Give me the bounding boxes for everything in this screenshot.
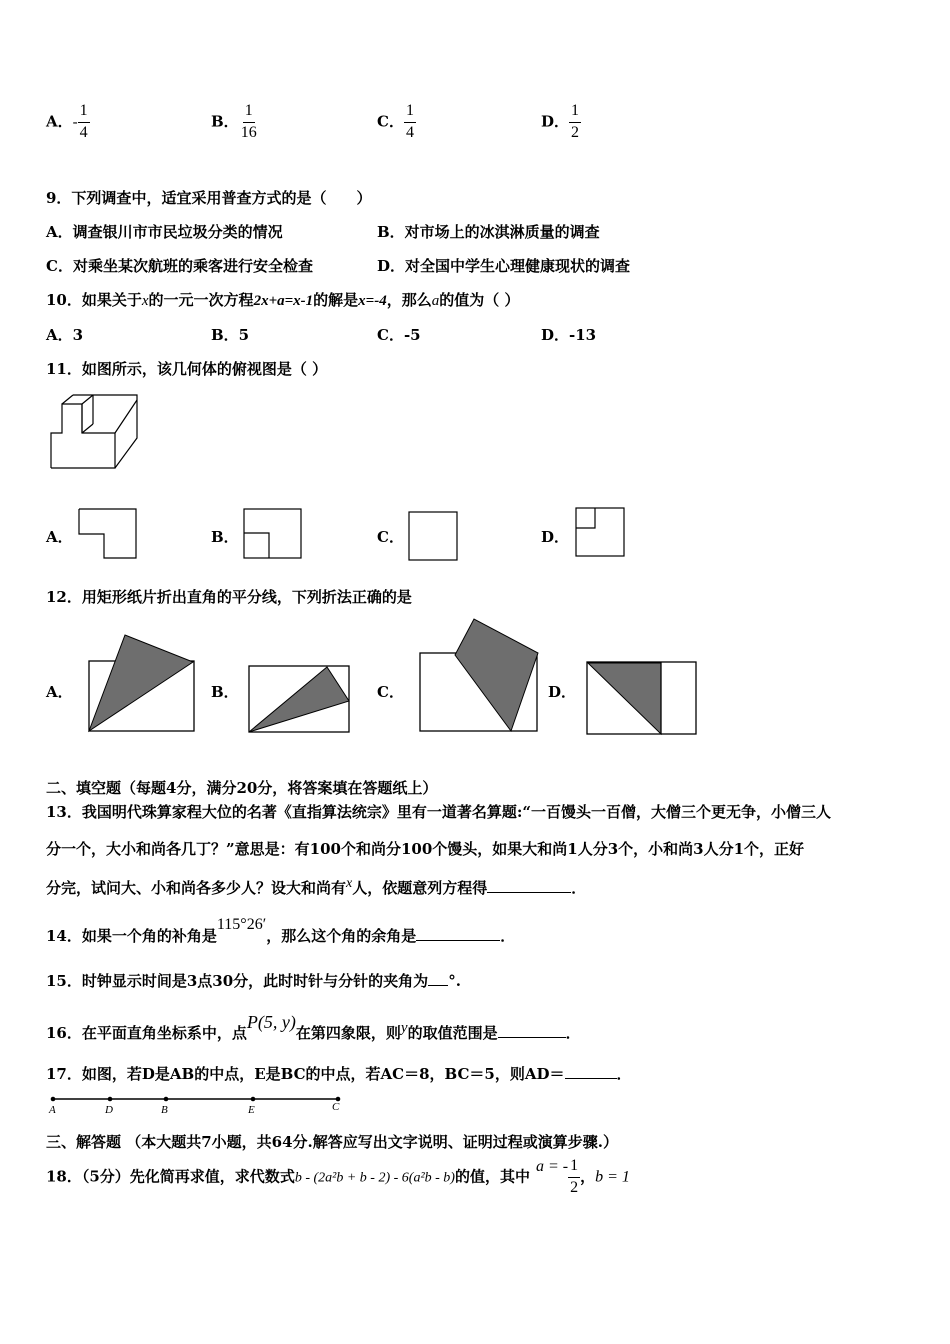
q17-number-line: [48, 1095, 348, 1117]
q8-option-a: A．- $\frac{1}{4}$: [46, 102, 88, 141]
section-3-title: 三、解答题 （本大题共7小题，共64分.解答应写出文字说明、证明过程或演算步骤.）: [46, 1133, 618, 1151]
q9-option-d: D．对全国中学生心理健康现状的调查: [377, 257, 631, 275]
q13-line-1: 13．我国明代珠算家程大位的名著《直指算法统宗》里有一道著名算题:“一百馒头一百僧，大僧三个更无争，小僧三人: [46, 803, 832, 821]
point-d-label: D: [105, 1104, 113, 1116]
q12-option-c-figure: [419, 618, 541, 734]
q15-answer-blank[interactable]: [428, 971, 448, 986]
q16-stem: 16．在平面直角坐标系中，点$^{P(5, y)}$在第四象限，则$^y$的取值范围是 ．: [46, 1012, 581, 1042]
q9-option-c: C．对乘坐某次航班的乘客进行安全检查: [46, 257, 313, 275]
q11-option-b-figure: [243, 508, 303, 560]
q17-stem: 17．如图，若D是AB的中点，E是BC的中点，若AC＝8，BC＝5，则AD＝ ．: [46, 1065, 632, 1083]
q16-answer-blank[interactable]: [498, 1023, 566, 1038]
q8-fraction-a: $\frac{1}{4}$: [79, 102, 88, 141]
q11-stem: 11．如图所示，该几何体的俯视图是（ ）: [46, 360, 328, 378]
point-e-dot: [251, 1097, 256, 1102]
q13-line-3: 分完，试问大、小和尚各多少人？设大和尚有$^x$人，依题意列方程得 ．: [46, 876, 587, 897]
section-2-title: 二、填空题（每题4分，满分20分，将答案填在答题纸上）: [46, 779, 438, 797]
q8-option-c: C． $\frac{1}{4}$: [377, 102, 414, 141]
q18-stem: 18．（5分）先化简再求值，求代数式b - (2a²b + b - 2) - 6(a²b - b)的值，其中a = - $\frac{1}{2}$ ，b = 1: [46, 1157, 630, 1196]
point-b-label: B: [161, 1104, 168, 1116]
q8-fraction-c: $\frac{1}{4}$: [405, 102, 414, 141]
q10-stem: 10．如果关于x的一元一次方程2x+a=x-1的解是x=-4，那么a的值为（ ）: [46, 291, 520, 309]
q12-letter-d: D．: [548, 683, 577, 701]
q11-solid-figure: [45, 390, 145, 472]
q8-option-d: D． $\frac{1}{2}$: [541, 102, 580, 141]
q12-option-d-figure: [586, 661, 700, 737]
q14-stem: 14．如果一个角的补角是$^{115^\circ 26'}$，那么这个角的余角是 ．: [46, 916, 516, 945]
q11-option-a-figure: [78, 508, 138, 560]
q18-expression: b - (2a²b + b - 2) - 6(a²b - b): [294, 1170, 455, 1186]
q8-fraction-b: $\frac{1}{16}$: [240, 102, 257, 141]
q11-option-c-figure: [408, 511, 460, 563]
q17-answer-blank[interactable]: [565, 1064, 617, 1079]
q18-a-fraction: $\frac{1}{2}$: [570, 1157, 579, 1196]
q14-answer-blank[interactable]: [416, 926, 500, 941]
point-d-dot: [108, 1097, 113, 1102]
q9-option-b: B．对市场上的冰淇淋质量的调查: [377, 223, 600, 241]
q13-line-2: 分一个，大小和尚各几丁？”意思是：有100个和尚分100个馒头，如果大和尚1人分3个，小和尚3人分1个，正好: [46, 840, 805, 858]
q12-option-a-figure: [88, 634, 198, 734]
point-c-label: C: [332, 1101, 340, 1113]
q12-letter-c: C．: [377, 683, 404, 701]
q11-letter-b: B．: [211, 528, 239, 546]
q11-letter-c: C．: [377, 528, 404, 546]
q11-letter-a: A．: [46, 528, 73, 546]
q12-stem: 12．用矩形纸片折出直角的平分线，下列折法正确的是: [46, 588, 412, 606]
q10-option-c: C．-5: [377, 326, 421, 344]
q9-option-a: A．调查银川市市民垃圾分类的情况: [46, 223, 283, 241]
q12-letter-b: B．: [211, 683, 239, 701]
q15-stem: 15．时钟显示时间是3点30分，此时时针与分针的夹角为 °.: [46, 972, 461, 990]
q8-option-b: B． $\frac{1}{16}$: [211, 102, 257, 141]
q10-option-b: B．5: [211, 326, 250, 344]
point-b-dot: [164, 1097, 169, 1102]
q12-letter-a: A．: [46, 683, 73, 701]
q12-option-b-figure: [248, 664, 352, 736]
q11-letter-d: D．: [541, 528, 570, 546]
q9-stem: 9．下列调查中，适宜采用普查方式的是（ ）: [46, 189, 372, 207]
point-a-dot: [51, 1097, 56, 1102]
point-a-label: A: [49, 1104, 56, 1116]
q8-fraction-d: $\frac{1}{2}$: [571, 102, 580, 141]
q13-answer-blank[interactable]: [487, 878, 571, 893]
q11-option-d-figure: [575, 507, 627, 559]
q10-option-a: A．3: [46, 326, 84, 344]
point-e-label: E: [248, 1104, 255, 1116]
q10-option-d: D．-13: [541, 326, 597, 344]
